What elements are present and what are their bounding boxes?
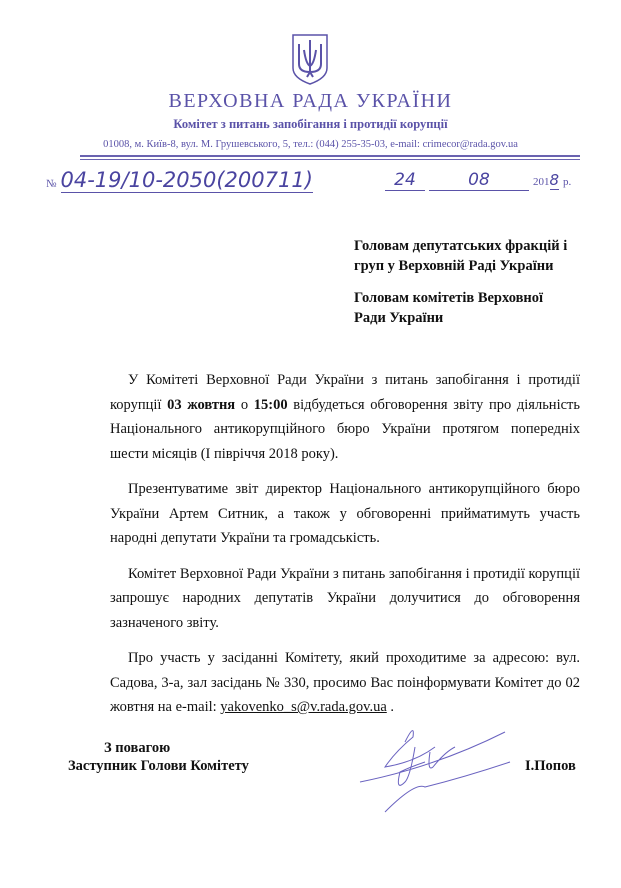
registration-number: № 04-19/10-2050(200711) (46, 168, 313, 192)
paragraph-1: У Комітеті Верховної Ради України з питань запобігання і протидії корупції 03 жовтня о 15:00 відбудеться обговорення звіту про діяльність Національного антикорупційного бюро України протягом попередніх шести місяців (І півріччя 2018 року). (110, 372, 580, 462)
letterhead-divider-thin (80, 159, 580, 160)
letter-body (110, 368, 580, 731)
signatory-name: І.Попов (525, 758, 576, 774)
date-month: 08 (429, 170, 529, 191)
handwritten-number: 04-19/10-2050(200711) (60, 168, 313, 192)
addressee-factions: Головам депутатських фракцій і груп у Верховній Раді України (354, 238, 568, 274)
letterhead-divider (80, 155, 580, 157)
handwritten-signature (355, 722, 525, 817)
addressee-committees: Головам комітетів Верховної Ради України (354, 290, 544, 326)
registration-date: 24 08 2018 р. (385, 170, 571, 191)
coat-of-arms-icon (290, 32, 330, 86)
email-link[interactable]: yakovenko_s@v.rada.gov.ua (220, 699, 387, 715)
date-day: 24 (385, 170, 425, 191)
signatory-position: Заступник Голови Комітету (68, 758, 249, 774)
closing: З повагою (104, 740, 171, 756)
contact-address: 01008, м. Київ-8, вул. М. Грушевського, 5, тел.: (044) 255-35-03, e-mail: crimecor@rada.gov.ua (103, 139, 518, 150)
organization-name: ВЕРХОВНА РАДА УКРАЇНИ (168, 90, 453, 112)
paragraph-2: Презентуватиме звіт директор Національного антикорупційного бюро України Артем Ситник, а також у обговоренні прийматимуть участь народні депутати України та громадськість. (110, 481, 580, 546)
paragraph-4: Про участь у засіданні Комітету, який проходитиме за адресою: вул. Садова, 3-а, зал засідань № 330, просимо Вас поінформувати Комітет до 02 жовтня на e-mail: yakovenko_s@v.rada.gov.ua . (110, 650, 580, 715)
committee-name: Комітет з питань запобігання і протидії корупції (173, 117, 448, 131)
paragraph-3: Комітет Верховної Ради України з питань запобігання і протидії корупції запрошує народних депутатів України долучитися до обговорення зазначеного звіту. (110, 565, 580, 631)
